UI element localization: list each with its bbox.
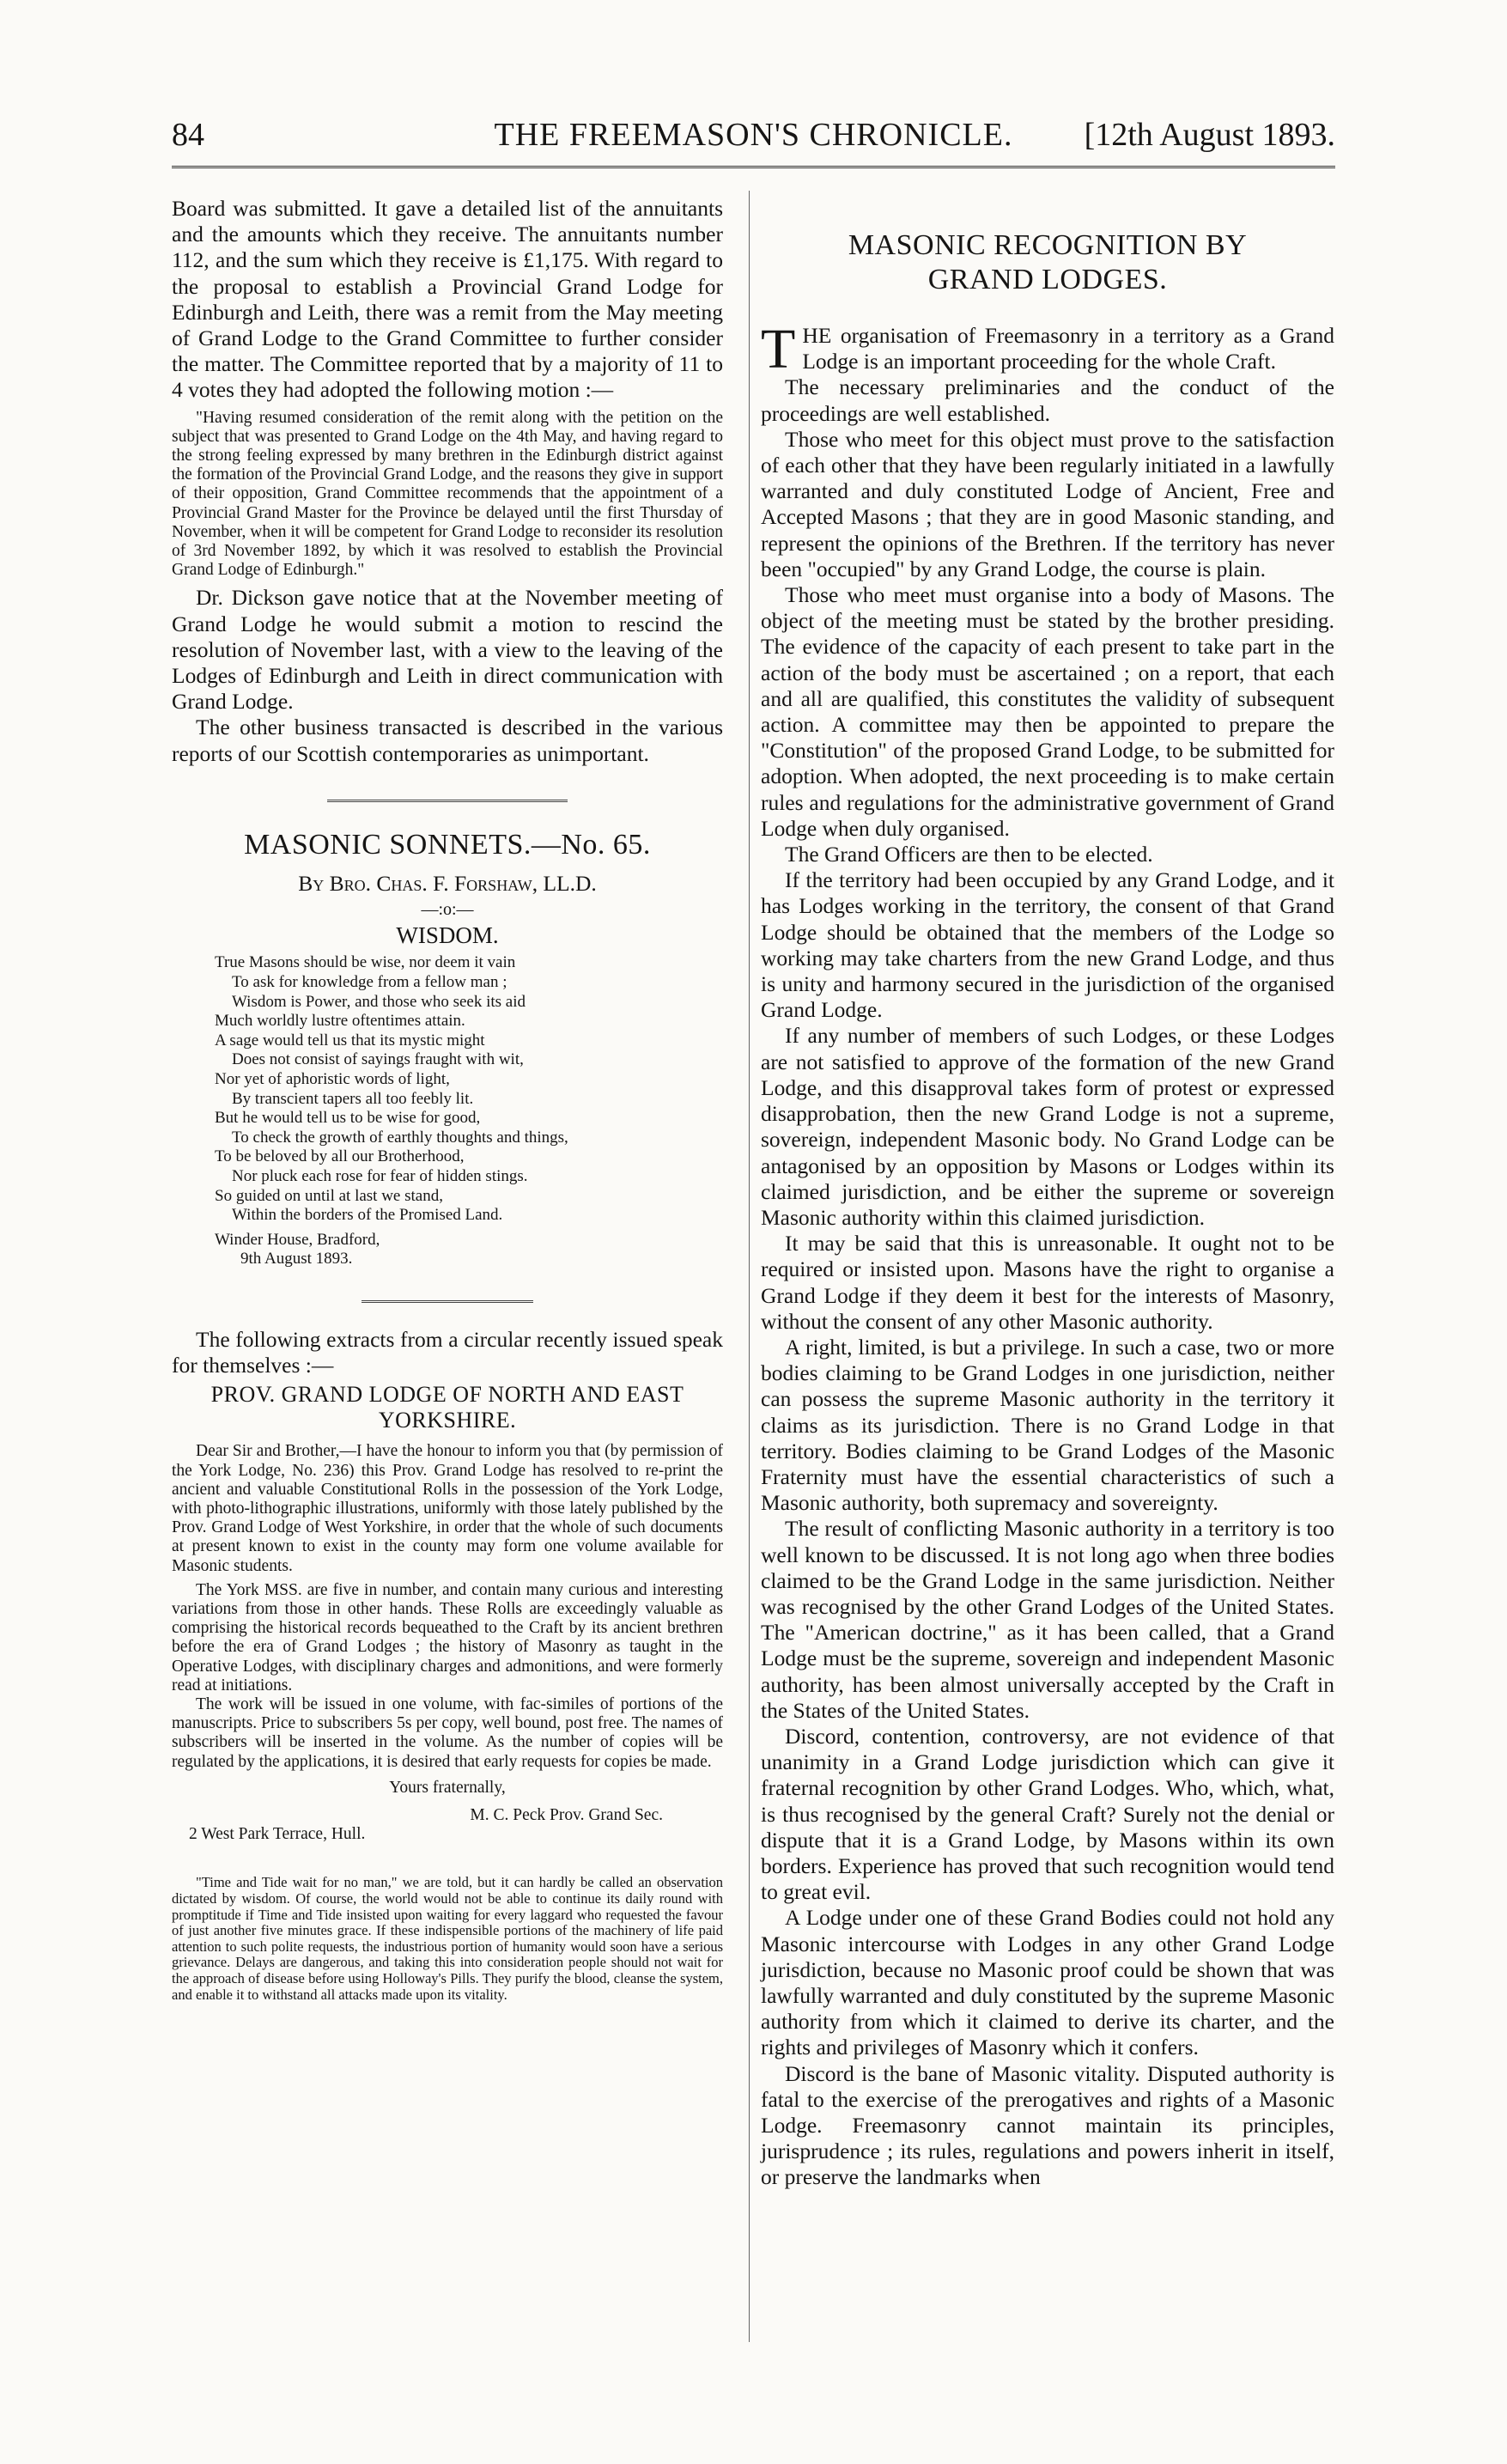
article-lead-text: HE organisation of Freemasonry in a territory as a Grand Lodge is an important proceeding for the whole Craft. [802, 323, 1334, 374]
issue-date: [12th August 1893. [1084, 117, 1335, 153]
poem-line: Does not consist of sayings fraught with wit, [232, 1050, 524, 1069]
article-paragraph: Those who meet must organise into a body of Masons. The object of the meeting must be stated by the brother presiding. The evidence of the capacity of each present to take part in the action of the body must be ascertained ; on a report, that each and all are qualified, this constitutes the validity of subsequent action. A committee may then be appointed to prepare the "Constitution" of the proposed Grand Lodge, to be submitted for adoption. When adopted, the next proceeding is to make certain rules and regulations for the administrative government of Grand Lodge when duly organised. [761, 582, 1334, 841]
article-paragraph: The result of conflicting Masonic authority in a territory is too well known to be discussed. It is not long ago when three bodies claimed to be the Grand Lodge in the same jurisdiction. Neither was recognised by the other Grand Lodges of the United States. The "American doctrine," as it has been called, that a Grand Lodge must be the supreme, sovereign and independent Masonic authority, has been almost universally accepted by the Craft in the States of the United States. [761, 1516, 1334, 1723]
article-paragraph: The necessary preliminaries and the conduct of the proceedings are well established. [761, 374, 1334, 426]
poem-line: To ask for knowledge from a fellow man ; [232, 973, 507, 992]
page-number: 84 [172, 117, 204, 153]
poem-date: 9th August 1893. [240, 1250, 353, 1269]
article-paragraph: Those who meet for this object must prove to the satisfaction of each other that they have been regularly initiated in a lawfully warranted and duly constituted Lodge of Ancient, Free and Accepted Masons ; that they are in good Masonic standing, and represent the opinions of the Brethren. If the territory has never been "occupied" by any Grand Lodge, the course is plain. [761, 426, 1334, 581]
poem-line: True Masons should be wise, nor deem it vain [215, 953, 516, 972]
letter-paragraph: Dear Sir and Brother,—I have the honour to inform you that (by permission of the York Lodge, No. 236) this Prov. Grand Lodge has resolved to re-print the ancient and valuable Constitutional Rolls in the possession of the York Lodge, with photo-lithographic illustrations, uniformly with those lately published by the Prov. Grand Lodge of West Yorkshire, in order that the whole of such documents at present known to exist in the county may form one volume available for Masonic students. [172, 1442, 723, 1575]
article-paragraph: If any number of members of such Lodges, or these Lodges are not satisfied to approve of the formation of the new Grand Lodge, and this disapproval takes form of protest or expressed disapprobation, then the new Grand Lodge is not a supreme, sovereign, independent Masonic body. No Grand Lodge can be antagonised by an opposition by Masons or Lodges within its claimed jurisdiction, and be either the supreme or sovereign Masonic authority within this claimed jurisdiction. [761, 1023, 1334, 1230]
other-business-paragraph: The other business transacted is described in the various reports of our Scottish contemporaries as unimportant. [172, 715, 723, 766]
sonnets-title: MASONIC SONNETS.—No. 65. [244, 828, 651, 861]
right-column [761, 196, 1334, 2191]
poem-line: Within the borders of the Promised Land. [232, 1206, 503, 1225]
article-paragraph: Discord is the bane of Masonic vitality. Disputed authority is fatal to the exercise of the prerogatives and rights of a Masonic Lodge. Freemasonry cannot maintain its principles, jurisprudence ; its rules, regulations and powers inherit in itself, or preserve the landmarks when [761, 2060, 1334, 2190]
article-paragraph: A Lodge under one of these Grand Bodies could not hold any Masonic intercourse with Lodges in any other Grand Lodge jurisdiction, because no Masonic proof could be shown that was lawfully warranted and duly constituted by the supreme Masonic authority from which it claimed to derive its charter, and the rights and privileges of Masonry which it confers. [761, 1905, 1334, 2060]
poem-line: To be beloved by all our Brotherhood, [215, 1147, 465, 1166]
sonnet-poem [215, 953, 723, 1225]
letter-paragraph: The work will be issued in one volume, with fac-similes of portions of the manuscripts. Price to subscribers 5s per copy, well bound, post free. The names of subscribers will be inserted in the volume. As the number of copies will be regulated by the applications, it is desired that early requests for copies be made. [172, 1695, 723, 1771]
prov-grand-lodge-title: PROV. GRAND LODGE OF NORTH AND EAST YORKSHIRE. [210, 1382, 684, 1433]
article-body [761, 318, 1334, 2191]
page-header [172, 116, 1335, 159]
poem-line: So guided on until at last we stand, [215, 1186, 443, 1205]
letter-paragraph: The York MSS. are five in number, and contain many curious and interesting variations from those in other hands. These Rolls are exceedingly valuable as comprising the historical records bequeathed to the Craft by its ancient brethren before the era of Grand Lodges ; the history of Masonry as taught in the Operative Lodges, with disciplinary charges and admonitions, and were formerly read at initiations. [172, 1580, 723, 1694]
article-paragraph: It may be said that this is unreasonable. It ought not to be required or insisted upon. Masons have the right to organise a Grand Lodge if they deem it best for the interests of Masonry, without the consent of any other Masonic authority. [761, 1231, 1334, 1334]
masthead: THE FREEMASON'S CHRONICLE. [494, 117, 1013, 153]
column-divider [749, 191, 750, 2342]
poem-place: Winder House, Bradford, [215, 1230, 380, 1249]
article-title: MASONIC RECOGNITION BY GRAND LODGES. [848, 229, 1248, 295]
drop-cap: T [761, 318, 796, 380]
article-paragraph: Discord, contention, controversy, are not evidence of that unanimity in a Grand Lodge jurisdiction which can give it fraternal recognition by other Grand Lodges. Who, which, what, is thus recognised by the general Craft? Surely not the denial or dispute that it is a Grand Lodge, by Masons within its own borders. Experience has proved that such recognition would tend to great evil. [761, 1723, 1334, 1905]
motion-quote: "Having resumed consideration of the remit along with the petition on the subject that was presented to Grand Lodge on the 4th May, and having regard to the strong feeling expressed by many brethren in the Edinburgh district against the formation of the Provincial Grand Lodge, and the reasons they give in support of their opposition, Grand Committee recommends that the appointment of a Provincial Grand Master for the Province be delayed until the first Thursday of November, when it will be competent for Grand Lodge to reconsider its resolution of 3rd November 1892, by which it was resolved to establish the Provincial Grand Lodge of Edinburgh." [172, 408, 724, 580]
left-column [172, 196, 723, 2003]
letter-signature: M. C. Peck Prov. Grand Sec. [470, 1806, 663, 1825]
poem-line: By transcient tapers all too feebly lit. [232, 1089, 474, 1108]
circular-intro: The following extracts from a circular recently issued speak for themselves :— [172, 1326, 723, 1378]
poem-line: Wisdom is Power, and those who seek its aid [232, 992, 526, 1011]
article-paragraph [761, 318, 1334, 380]
section-separator [327, 800, 568, 802]
sonnets-ornament: —:o:— [421, 900, 474, 920]
poem-line: But he would tell us to be wise for good, [215, 1109, 481, 1128]
letter-closing: Yours fraternally, [389, 1778, 506, 1797]
article-paragraph: The Grand Officers are then to be elected. [785, 842, 1153, 867]
poem-line: Nor yet of aphoristic words of light, [215, 1070, 450, 1089]
sonnets-subtitle: WISDOM. [396, 922, 499, 949]
poem-line: Much worldly lustre oftentimes attain. [215, 1012, 465, 1031]
poem-line: Nor pluck each rose for fear of hidden stings. [232, 1167, 528, 1186]
header-rule [172, 166, 1335, 168]
letter-address: 2 West Park Terrace, Hull. [189, 1825, 366, 1844]
dickson-paragraph: Dr. Dickson gave notice that at the November meeting of Grand Lodge he would submit a motion to rescind the resolution of November last, with a view to the leaving of the Lodges of Edinburgh and Leith in direct communication with Grand Lodge. [172, 585, 723, 715]
poem-line: To check the growth of earthly thoughts and things, [232, 1128, 568, 1147]
article-paragraph: If the territory had been occupied by any Grand Lodge, and it has Lodges working in the territory, the consent of that Grand Lodge should be obtained that the members of the Lodge so working may take charters from the new Grand Lodge, and thus is unity and harmony secured in the jurisdiction of the organised Grand Lodge. [761, 867, 1334, 1023]
sonnets-byline: By Bro. Chas. F. Forshaw, LL.D. [298, 870, 597, 896]
article-paragraph: A right, limited, is but a privilege. In such a case, two or more bodies claiming to be Grand Lodges in one jurisdiction, neither can possess the supreme Masonic authority in the territory it claims as its jurisdiction. There is no Grand Lodge in that territory. Bodies claiming to be Grand Lodges of the Masonic Fraternity must have the essential characteristics of such a Masonic authority, both supremacy and sovereignty. [761, 1334, 1334, 1516]
poem-line: A sage would tell us that its mystic might [215, 1031, 485, 1049]
holloway-advert: "Time and Tide wait for no man," we are told, but it can hardly be called an observation dictated by wisdom. Of course, the world would not be able to continue its daily round with promptitude if Time and Tide insisted upon waiting for every laggard who requested the favour of just another five minutes grace. If these indispensible portions of the machinery of life paid attention to such polite requests, the industrious portion of humanity would soon have a serious grievance. Delays are dangerous, and taking this into consideration people should not wait for the approach of disease before using Holloway's Pills. They purify the blood, cleanse the system, and enable it to withstand all attacks made upon its vitality. [172, 1874, 723, 2003]
section-separator [362, 1300, 533, 1303]
intro-paragraph: Board was submitted. It gave a detailed list of the annuitants and the amounts which they receive. The annuitants number 112, and the sum which they receive is £1,175. With regard to the proposal to establish a Provincial Grand Lodge for Edinburgh and Leith, there was a remit from the May meeting of Grand Lodge to the Grand Committee to further consider the matter. The Committee reported that by a majority of 11 to 4 votes they had adopted the following motion :— [172, 196, 723, 403]
